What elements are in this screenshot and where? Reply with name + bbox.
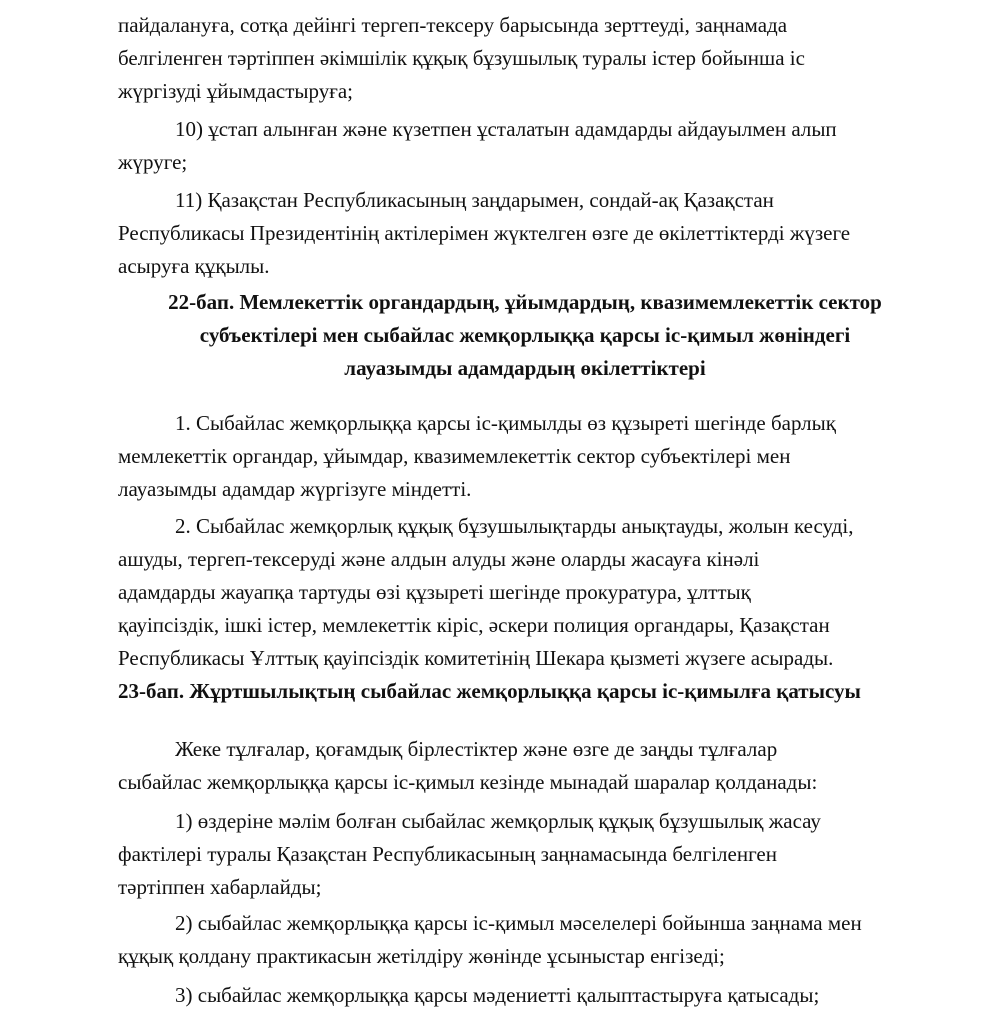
- text-line: 1. Сыбайлас жемқорлыққа қарсы іс-қимылды өз құзыреті шегінде барлық: [175, 411, 836, 435]
- text-line: қауіпсіздік, ішкі істер, мемлекеттік кіріс, әскери полиция органдары, Қазақстан: [118, 613, 830, 637]
- text-line: асыруға құқылы.: [118, 254, 270, 278]
- text-line: 2. Сыбайлас жемқорлық құқық бұзушылықтарды анықтауды, жолын кесуді,: [175, 514, 854, 538]
- text-line: 3) сыбайлас жемқорлыққа қарсы мәдениетті қалыптастыруға қатысады;: [175, 983, 820, 1007]
- text-line: жүргізуді ұйымдастыруға;: [118, 79, 353, 103]
- text-line: мемлекеттік органдар, ұйымдар, квазимемлекеттік сектор субъектілері мен: [118, 444, 791, 468]
- text-line: 2) сыбайлас жемқорлыққа қарсы іс-қимыл мәселелері бойынша заңнама мен: [175, 911, 862, 935]
- text-line: сыбайлас жемқорлыққа қарсы іс-қимыл кезінде мынадай шаралар қолданады:: [118, 770, 818, 794]
- text-line: ашуды, тергеп-тексеруді және алдын алуды және оларды жасауға кінәлі: [118, 547, 760, 571]
- text-line: 10) ұстап алынған және күзетпен ұсталатын адамдарды айдауылмен алып: [175, 117, 837, 141]
- text-line: 1) өздеріне мәлім болған сыбайлас жемқорлық құқық бұзушылық жасау: [175, 809, 821, 833]
- text-line: белгіленген тәртіппен әкімшілік құқық бұзушылық туралы істер бойынша іс: [118, 46, 805, 70]
- heading-line: 22-бап. Мемлекеттік органдардың, ұйымдардың, квазимемлекеттік сектор: [168, 290, 882, 314]
- text-line: фактілері туралы Қазақстан Республикасының заңнамасында белгіленген: [118, 842, 777, 866]
- text-line: 11) Қазақстан Республикасының заңдарымен, сондай-ақ Қазақстан: [175, 188, 774, 212]
- heading-line: лауазымды адамдардың өкілеттіктері: [344, 356, 706, 380]
- text-line: Жеке тұлғалар, қоғамдық бірлестіктер және өзге де заңды тұлғалар: [175, 737, 778, 761]
- text-line: Республикасы Президентінің актілерімен жүктелген өзге де өкілеттіктерді жүзеге: [118, 221, 851, 245]
- heading-line: субъектілері мен сыбайлас жемқорлыққа қарсы іс-қимыл жөніндегі: [199, 323, 851, 347]
- text-line: лауазымды адамдар жүргізуге міндетті.: [118, 477, 472, 501]
- text-line: пайдалануға, сотқа дейінгі тергеп-тексеру барысында зерттеуді, заңнамада: [118, 13, 788, 37]
- text-line: құқық қолдану практикасын жетілдіру жөнінде ұсыныстар енгізеді;: [118, 944, 725, 968]
- article-23-heading: 23-бап. Жұртшылықтың сыбайлас жемқорлыққа қарсы іс-қимылға қатысуы: [118, 679, 861, 703]
- text-line: адамдарды жауапқа тартуды өзі құзыреті шегінде прокуратура, ұлттық: [118, 580, 751, 604]
- text-line: тәртіппен хабарлайды;: [118, 875, 322, 899]
- article-22-heading: [100, 287, 950, 386]
- text-line: жүруге;: [118, 150, 188, 174]
- text-line: Республикасы Ұлттық қауіпсіздік комитетінің Шекара қызметі жүзеге асырады.: [118, 646, 834, 670]
